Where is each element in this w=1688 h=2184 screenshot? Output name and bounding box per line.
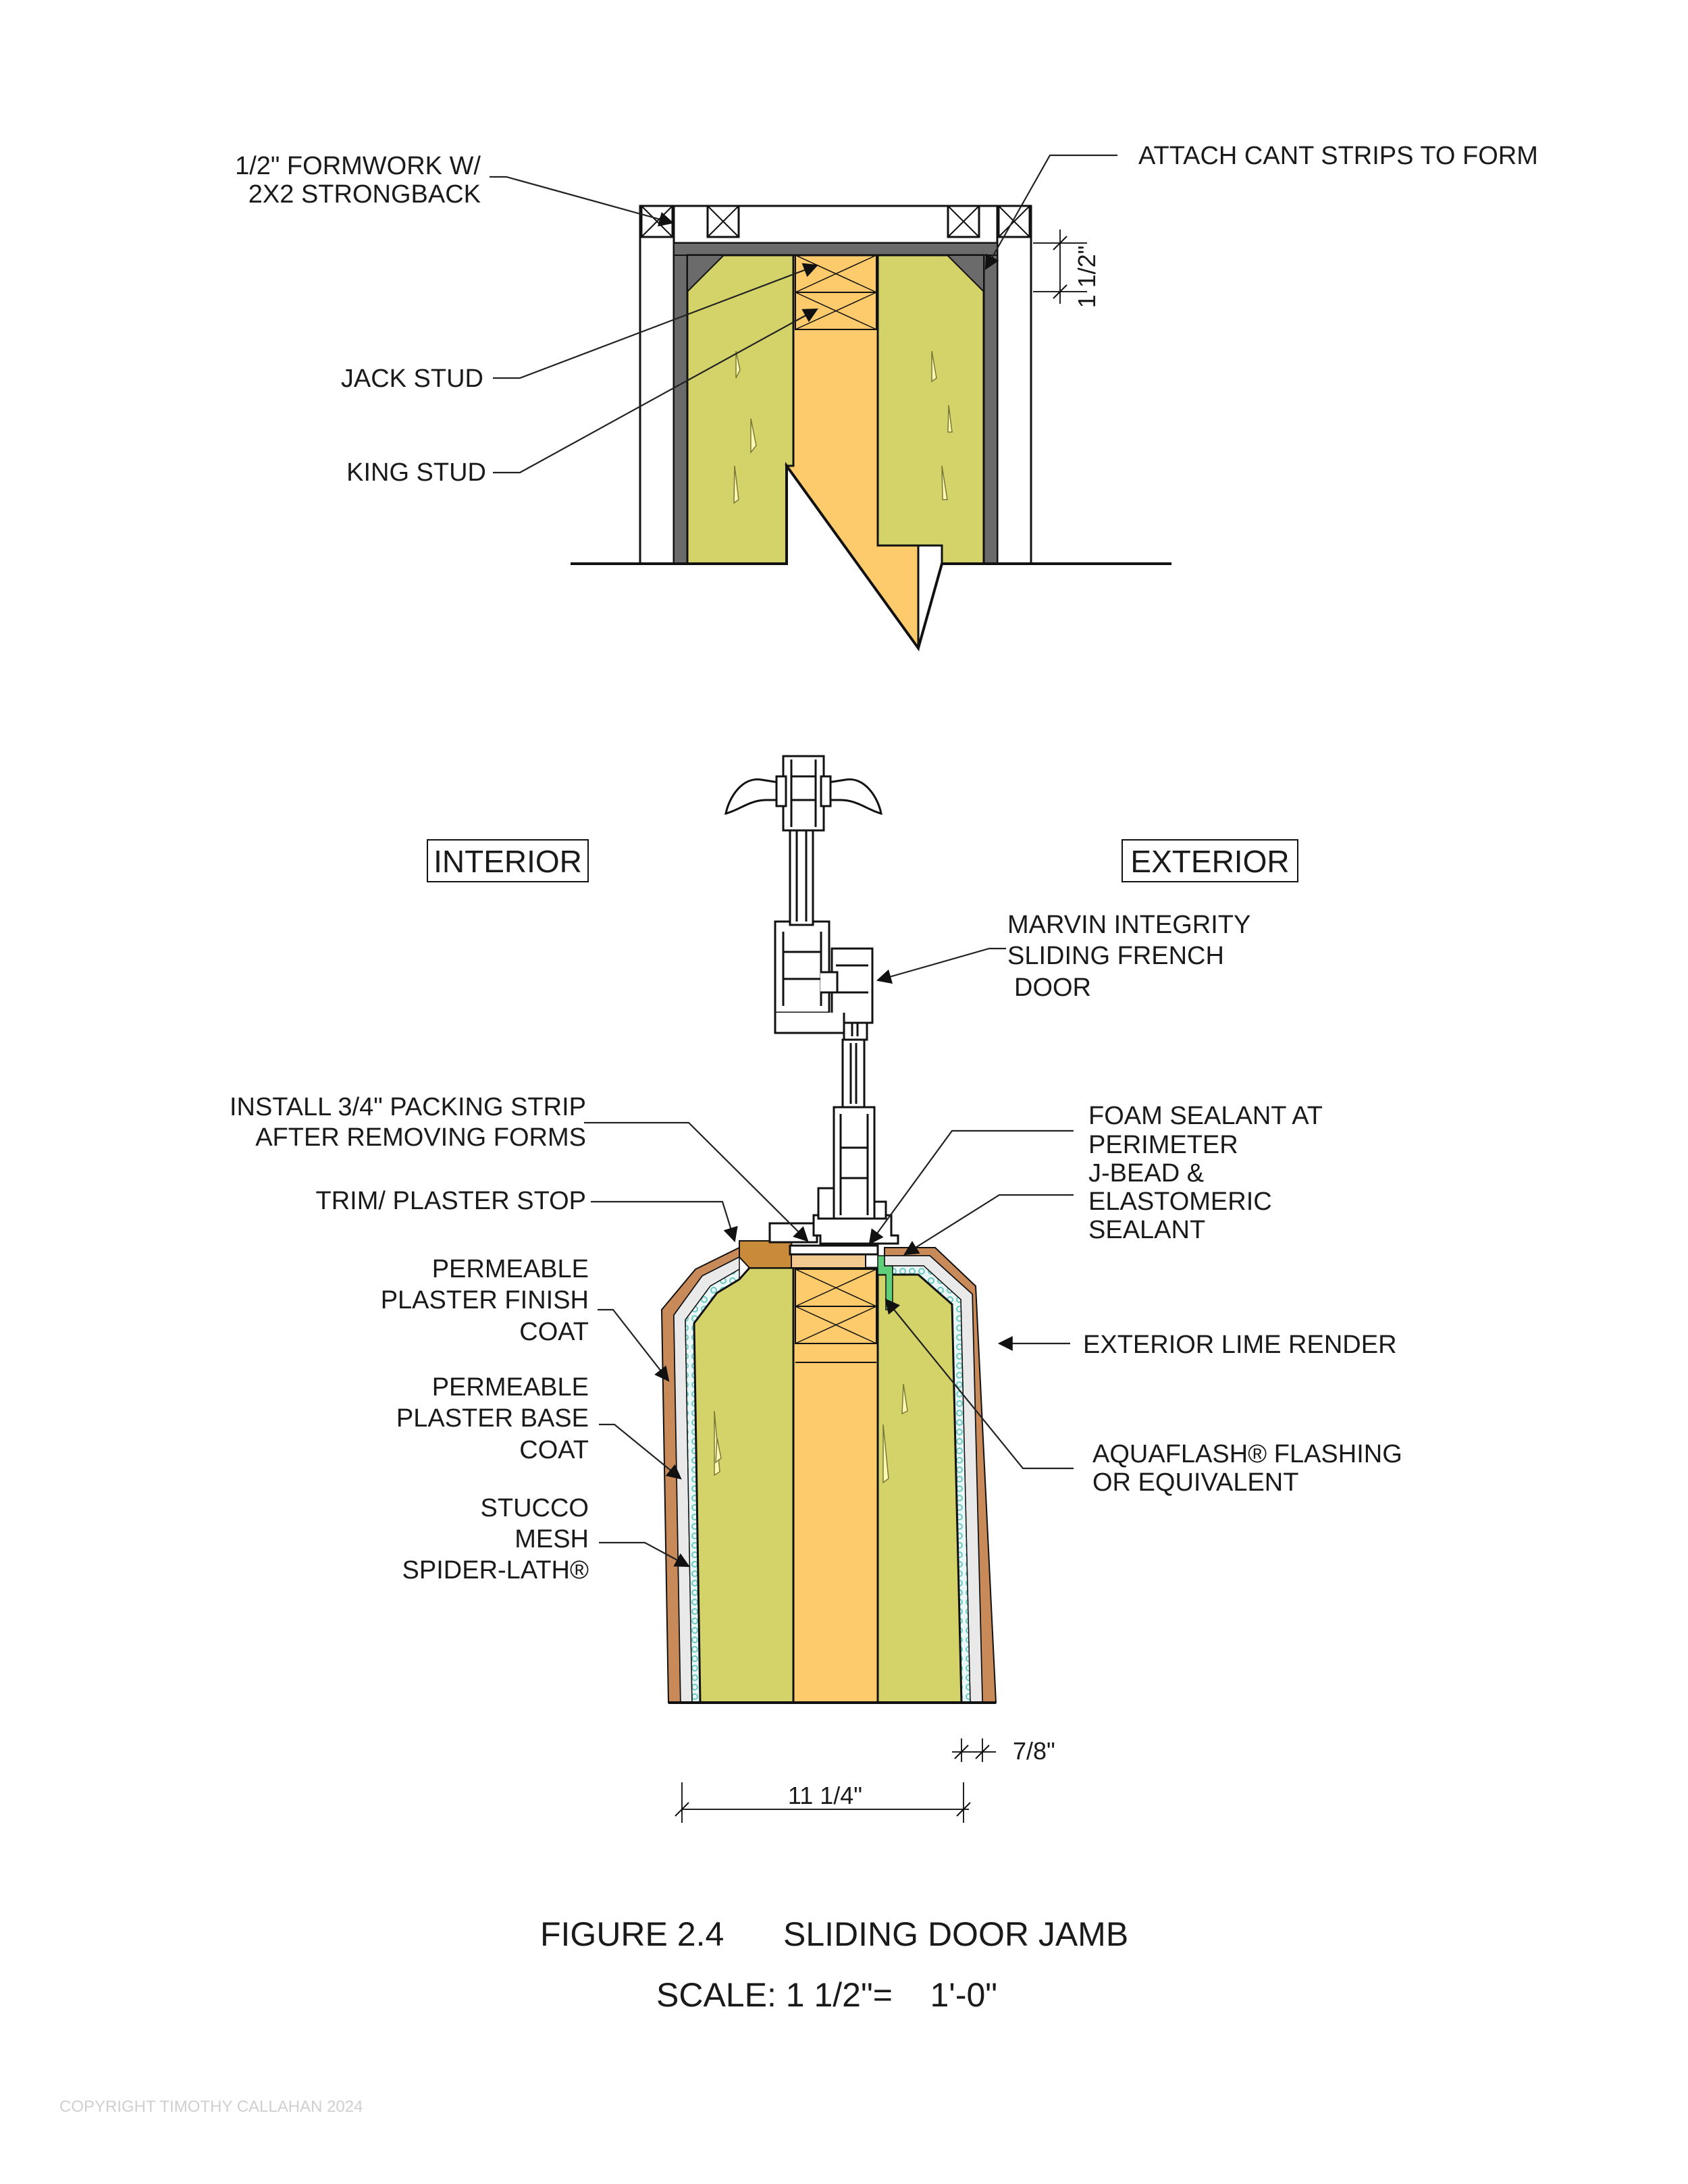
grey-form-right [984, 243, 997, 564]
right-form-board [997, 206, 1031, 564]
finish-label-3: COAT [519, 1318, 589, 1346]
jack-stud-label: JACK STUD [340, 365, 483, 393]
dimension-width-text: 11 1/4" [787, 1782, 863, 1809]
top-framing-detail [490, 155, 1171, 648]
finish-label-1: PERMEABLE [431, 1255, 589, 1283]
marvin-label-3: DOOR [1014, 974, 1091, 1002]
copyright-notice: COPYRIGHT TIMOTHY CALLAHAN 2024 [59, 2098, 363, 2116]
dimension-small [952, 1738, 996, 1762]
insulation-left [687, 255, 793, 564]
cant-dimension-text: 1 1/2" [1073, 245, 1101, 309]
aquaflash-label-2: OR EQUIVALENT [1092, 1468, 1299, 1497]
interior-tag: INTERIOR [433, 844, 582, 879]
packing-label-1: INSTALL 3/4" PACKING STRIP [229, 1093, 586, 1121]
jbead-label-2: ELASTOMERIC [1088, 1188, 1272, 1216]
lime-render-label: EXTERIOR LIME RENDER [1083, 1331, 1397, 1359]
stud-core [793, 1268, 878, 1703]
base-label-2: PLASTER BASE [396, 1404, 589, 1433]
formwork-label-1: 1/2" FORMWORK W/ [235, 152, 481, 180]
base-label-3: COAT [519, 1436, 589, 1464]
base-label-1: PERMEABLE [431, 1373, 589, 1402]
insulation-right-jamb [878, 1275, 961, 1703]
exterior-tag: EXTERIOR [1130, 844, 1290, 879]
figure-title: SLIDING DOOR JAMB [783, 1915, 1129, 1953]
foam-label-1: FOAM SEALANT AT [1088, 1102, 1323, 1130]
jbead-label-3: SEALANT [1088, 1216, 1206, 1244]
cant-strips-label: ATTACH CANT STRIPS TO FORM [1138, 142, 1538, 170]
trim-plaster-stop [739, 1241, 793, 1268]
stucco-label-2: MESH [515, 1525, 589, 1553]
aquaflash-label-1: AQUAFLASH® FLASHING [1092, 1440, 1402, 1468]
stucco-label-3: SPIDER-LATH® [402, 1556, 589, 1584]
door-panel-upper [783, 756, 824, 925]
packing-label-2: AFTER REMOVING FORMS [255, 1123, 586, 1152]
dimension-small-text: 7/8" [1013, 1737, 1055, 1765]
marvin-label-1: MARVIN INTEGRITY [1007, 911, 1251, 939]
stucco-label-1: STUCCO [480, 1494, 589, 1522]
grey-form-top [674, 243, 997, 255]
finish-label-2: PLASTER FINISH [380, 1286, 589, 1314]
formwork-label-2: 2X2 STRONGBACK [248, 180, 481, 209]
insulation-right [878, 255, 984, 564]
marvin-label-2: SLIDING FRENCH [1007, 942, 1224, 970]
bottom-jamb-detail [584, 756, 1074, 1823]
door-interlock [775, 922, 872, 1033]
figure-scale: SCALE: 1 1/2"= 1'-0" [656, 1976, 998, 2014]
foam-label-2: PERIMETER [1088, 1131, 1238, 1159]
figure-number: FIGURE 2.4 [540, 1915, 724, 1953]
insulation-left-jamb [694, 1268, 793, 1703]
king-stud-label: KING STUD [346, 458, 486, 487]
trim-label: TRIM/ PLASTER STOP [315, 1187, 586, 1215]
jbead-label-1: J-BEAD & [1088, 1159, 1205, 1188]
left-form-board [640, 206, 674, 564]
grey-form-left [674, 243, 687, 564]
